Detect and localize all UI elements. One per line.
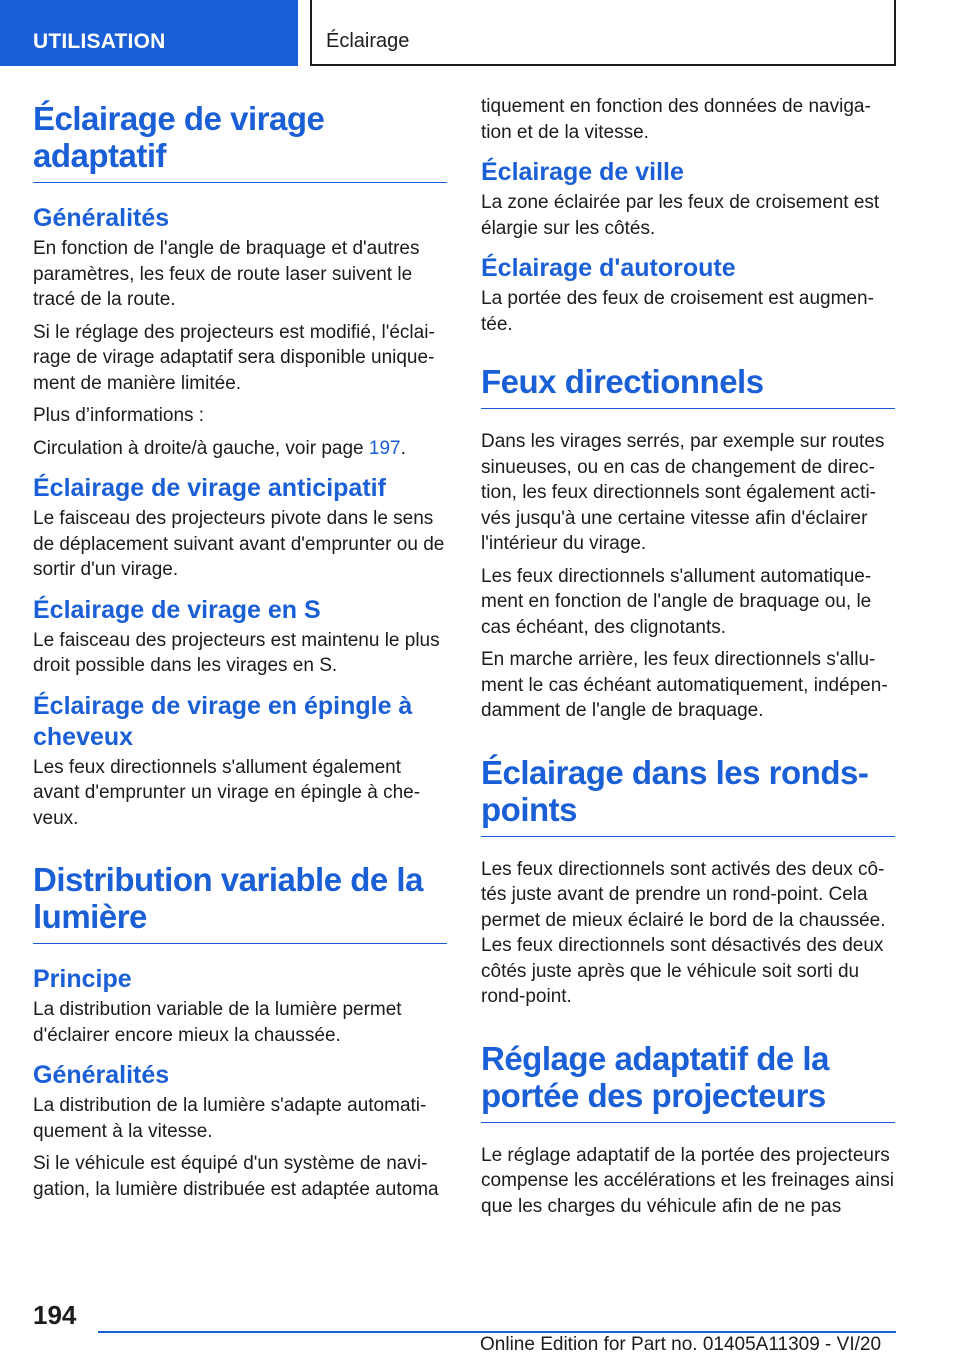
- heading-reglage-adaptatif: Réglage adaptatif de la portée des projecteurs: [481, 1040, 895, 1123]
- reference-end: .: [400, 437, 406, 459]
- paragraph: La distribution de la lumière s'adapte automatiquement à la vitesse.: [33, 1095, 427, 1142]
- reference-text: Circulation à droite/à gauche, voir page: [33, 437, 364, 459]
- paragraph: La zone éclairée par les feux de croisement est élargie sur les côtés.: [481, 192, 880, 239]
- paragraph: Si le réglage des projecteurs est modifié, l'éclairage de virage adaptatif sera disponible uniquement de manière limitée.: [33, 321, 435, 394]
- paragraph: En fonction de l'angle de braquage et d'autres paramètres, les feux de route laser suivent le tracé de la route.: [33, 238, 420, 310]
- heading-eclairage-autoroute: Éclairage d'autoroute: [481, 254, 736, 282]
- heading-feux-directionnels: Feux directionnels: [481, 363, 895, 409]
- paragraph: La portée des feux de croisement est augmentée.: [481, 288, 874, 335]
- paragraph: En marche arrière, les feux directionnels s'allument le cas échéant automatiquement, indépendamment de l'angle de braquage.: [481, 649, 888, 721]
- heading-ronds-points: Éclairage dans les ronds-points: [481, 754, 895, 837]
- page-link-197[interactable]: 197: [368, 437, 401, 459]
- paragraph: Le faisceau des projecteurs est maintenu le plus droit possible dans les virages en S.: [33, 629, 440, 676]
- heading-principe: Principe: [33, 965, 132, 993]
- footer-divider: [98, 1331, 896, 1333]
- heading-virage-epingle: Éclairage de virage en épingle à cheveux: [33, 691, 413, 751]
- paragraph-continuation: tiquement en fonction des données de navigation et de la vitesse.: [481, 96, 871, 143]
- paragraph: Dans les virages serrés, par exemple sur routes sinueuses, ou en cas de changement de direction, les feux directionnels sont également activés jusqu'à une certaine vitesse afin d'éclairer l'intérieur du virage.: [481, 431, 885, 554]
- right-column: [481, 94, 895, 1226]
- heading-virage-anticipatif: Éclairage de virage anticipatif: [33, 474, 386, 502]
- left-column: [33, 100, 447, 1209]
- heading-generalites: Généralités: [33, 204, 170, 232]
- paragraph: Les feux directionnels s'allument également avant d'emprunter un virage en épingle à cheveux.: [33, 756, 421, 829]
- heading-virage-en-s: Éclairage de virage en S: [33, 595, 321, 624]
- paragraph: Les feux directionnels s'allument automatiquement en fonction de l'angle de braquage ou, le cas échéant, des clignotants.: [481, 565, 872, 638]
- heading-generalites-2: Généralités: [33, 1061, 170, 1089]
- heading-eclairage-virage-adaptatif: Éclairage de virage adaptatif: [33, 100, 447, 183]
- paragraph: Si le véhicule est équipé d'un système de navigation, la lumière distribuée est adaptée automa: [33, 1153, 439, 1200]
- section-tab: UTILISATION: [0, 0, 298, 66]
- paragraph: Le faisceau des projecteurs pivote dans le sens de déplacement suivant avant d'emprunter ou de sortir d'un virage.: [33, 508, 445, 580]
- paragraph: La distribution variable de la lumière permet d'éclairer encore mieux la chaussée.: [33, 999, 402, 1046]
- footer-edition: Online Edition for Part no. 01405A11309 - VI/20: [480, 1334, 882, 1355]
- page-number: 194: [33, 1300, 77, 1330]
- chapter-title: Éclairage: [310, 0, 896, 66]
- paragraph: Les feux directionnels sont activés des deux côtés juste avant de prendre un rond-point. Cela permet de mieux éclairé le bord de la chaussée. Les feux directionnels sont désactivés des deux côtés juste après que le véhicule soit sorti du rond-point.: [481, 858, 886, 1007]
- heading-eclairage-ville: Éclairage de ville: [481, 158, 684, 186]
- paragraph: Plus d’informations :: [33, 405, 205, 426]
- paragraph: Le réglage adaptatif de la portée des projecteurs compense les accélérations et les freinages ainsi que les charges du véhicule afin de ne pas: [481, 1144, 894, 1217]
- heading-distribution-variable: Distribution variable de la lumière: [33, 861, 447, 944]
- paragraph-page-reference: [33, 436, 447, 462]
